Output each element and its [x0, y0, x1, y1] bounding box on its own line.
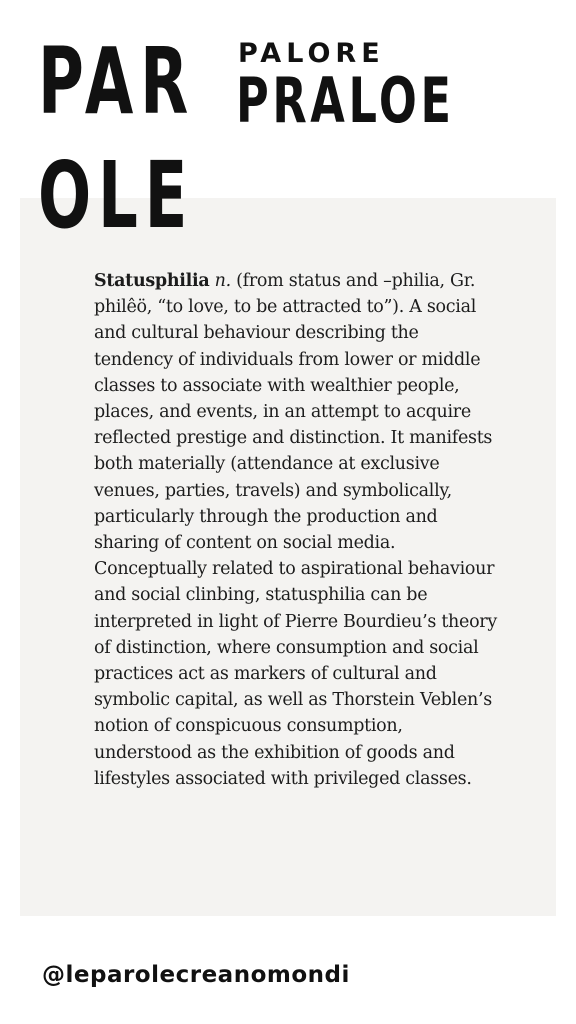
definition-body: A social and cultural behaviour describing the tendency of individuals from lower or middle classes to associate with wealthier people, places, and events, in an attempt to acquire reflected prestige and distinction. It manifests both materially (attendance at exclusive venues, parties, travels) and symbolically, particularly through the production and sharing of content on social media. Conceptually related to aspirational behaviour and social clinbing, statusphilia can be interpreted in light of Pierre Bourdieu’s theory of distinction, where consumption and social practices act as markers of cultural and symbolic capital, as well as Thorstein Veblen’s notion of conspicuous consumption, understood as the exhibition of goods and lifestyles associated with privileged classes.	[94, 297, 497, 789]
social-handle: @leparolecreanomondi	[42, 962, 350, 988]
logo-parole-line-2: OLE	[38, 142, 195, 249]
logo-praloe: PRALOE	[236, 64, 455, 137]
logo-parole-line-1: PAR	[38, 28, 196, 135]
logo-palore: PALORE	[238, 38, 385, 69]
etymology: (from status and –philia, Gr. philêö, “to love, to be attracted to”).	[94, 271, 476, 318]
part-of-speech: n.	[214, 271, 231, 291]
definition-term: Statusphilia	[94, 271, 210, 291]
definition-text	[94, 268, 502, 792]
